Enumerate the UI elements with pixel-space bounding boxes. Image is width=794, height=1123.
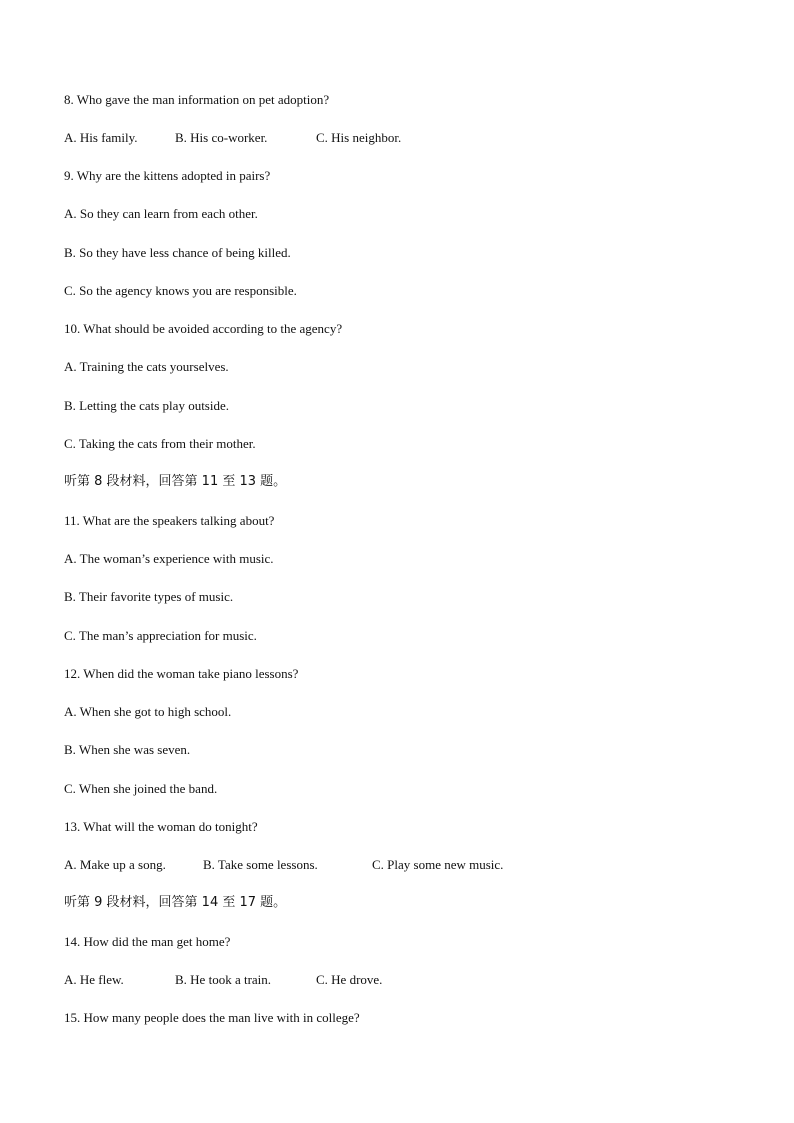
option-9b: B. So they have less chance of being killed. (64, 245, 291, 260)
option-10a: A. Training the cats yourselves. (64, 359, 229, 374)
option-12c: C. When she joined the band. (64, 781, 218, 796)
question-8: 8. Who gave the man information on pet adoption? (64, 92, 330, 107)
option-10c: C. Taking the cats from their mother. (64, 436, 256, 451)
option-13a: A. Make up a song. (64, 857, 166, 872)
option-12a: A. When she got to high school. (64, 704, 232, 719)
option-14a: A. He flew. (64, 972, 124, 987)
option-8c: C. His neighbor. (316, 130, 402, 145)
section-9-instruction: 听第 9 段材料，回答第 14 至 17 题。 (64, 895, 287, 910)
option-12b: B. When she was seven. (64, 742, 191, 757)
option-9c: C. So the agency knows you are responsible. (64, 283, 297, 298)
option-8a: A. His family. (64, 130, 138, 145)
question-13-options (64, 857, 564, 873)
question-8-options (64, 130, 464, 146)
option-11b: B. Their favorite types of music. (64, 589, 234, 604)
question-10: 10. What should be avoided according to the agency? (64, 321, 343, 336)
question-11: 11. What are the speakers talking about? (64, 513, 275, 528)
option-9a: A. So they can learn from each other. (64, 206, 258, 221)
question-9: 9. Why are the kittens adopted in pairs? (64, 168, 271, 183)
question-14: 14. How did the man get home? (64, 934, 231, 949)
option-8b: B. His co-worker. (175, 130, 268, 145)
option-13c: C. Play some new music. (372, 857, 504, 872)
option-14b: B. He took a train. (175, 972, 272, 987)
option-11a: A. The woman’s experience with music. (64, 551, 274, 566)
question-12: 12. When did the woman take piano lessons? (64, 666, 299, 681)
question-13: 13. What will the woman do tonight? (64, 819, 258, 834)
option-13b: B. Take some lessons. (203, 857, 318, 872)
option-11c: C. The man’s appreciation for music. (64, 628, 257, 643)
question-15: 15. How many people does the man live with in college? (64, 1010, 360, 1025)
section-8-instruction: 听第 8 段材料，回答第 11 至 13 题。 (64, 474, 287, 489)
question-14-options (64, 972, 464, 988)
option-10b: B. Letting the cats play outside. (64, 398, 229, 413)
option-14c: C. He drove. (316, 972, 383, 987)
